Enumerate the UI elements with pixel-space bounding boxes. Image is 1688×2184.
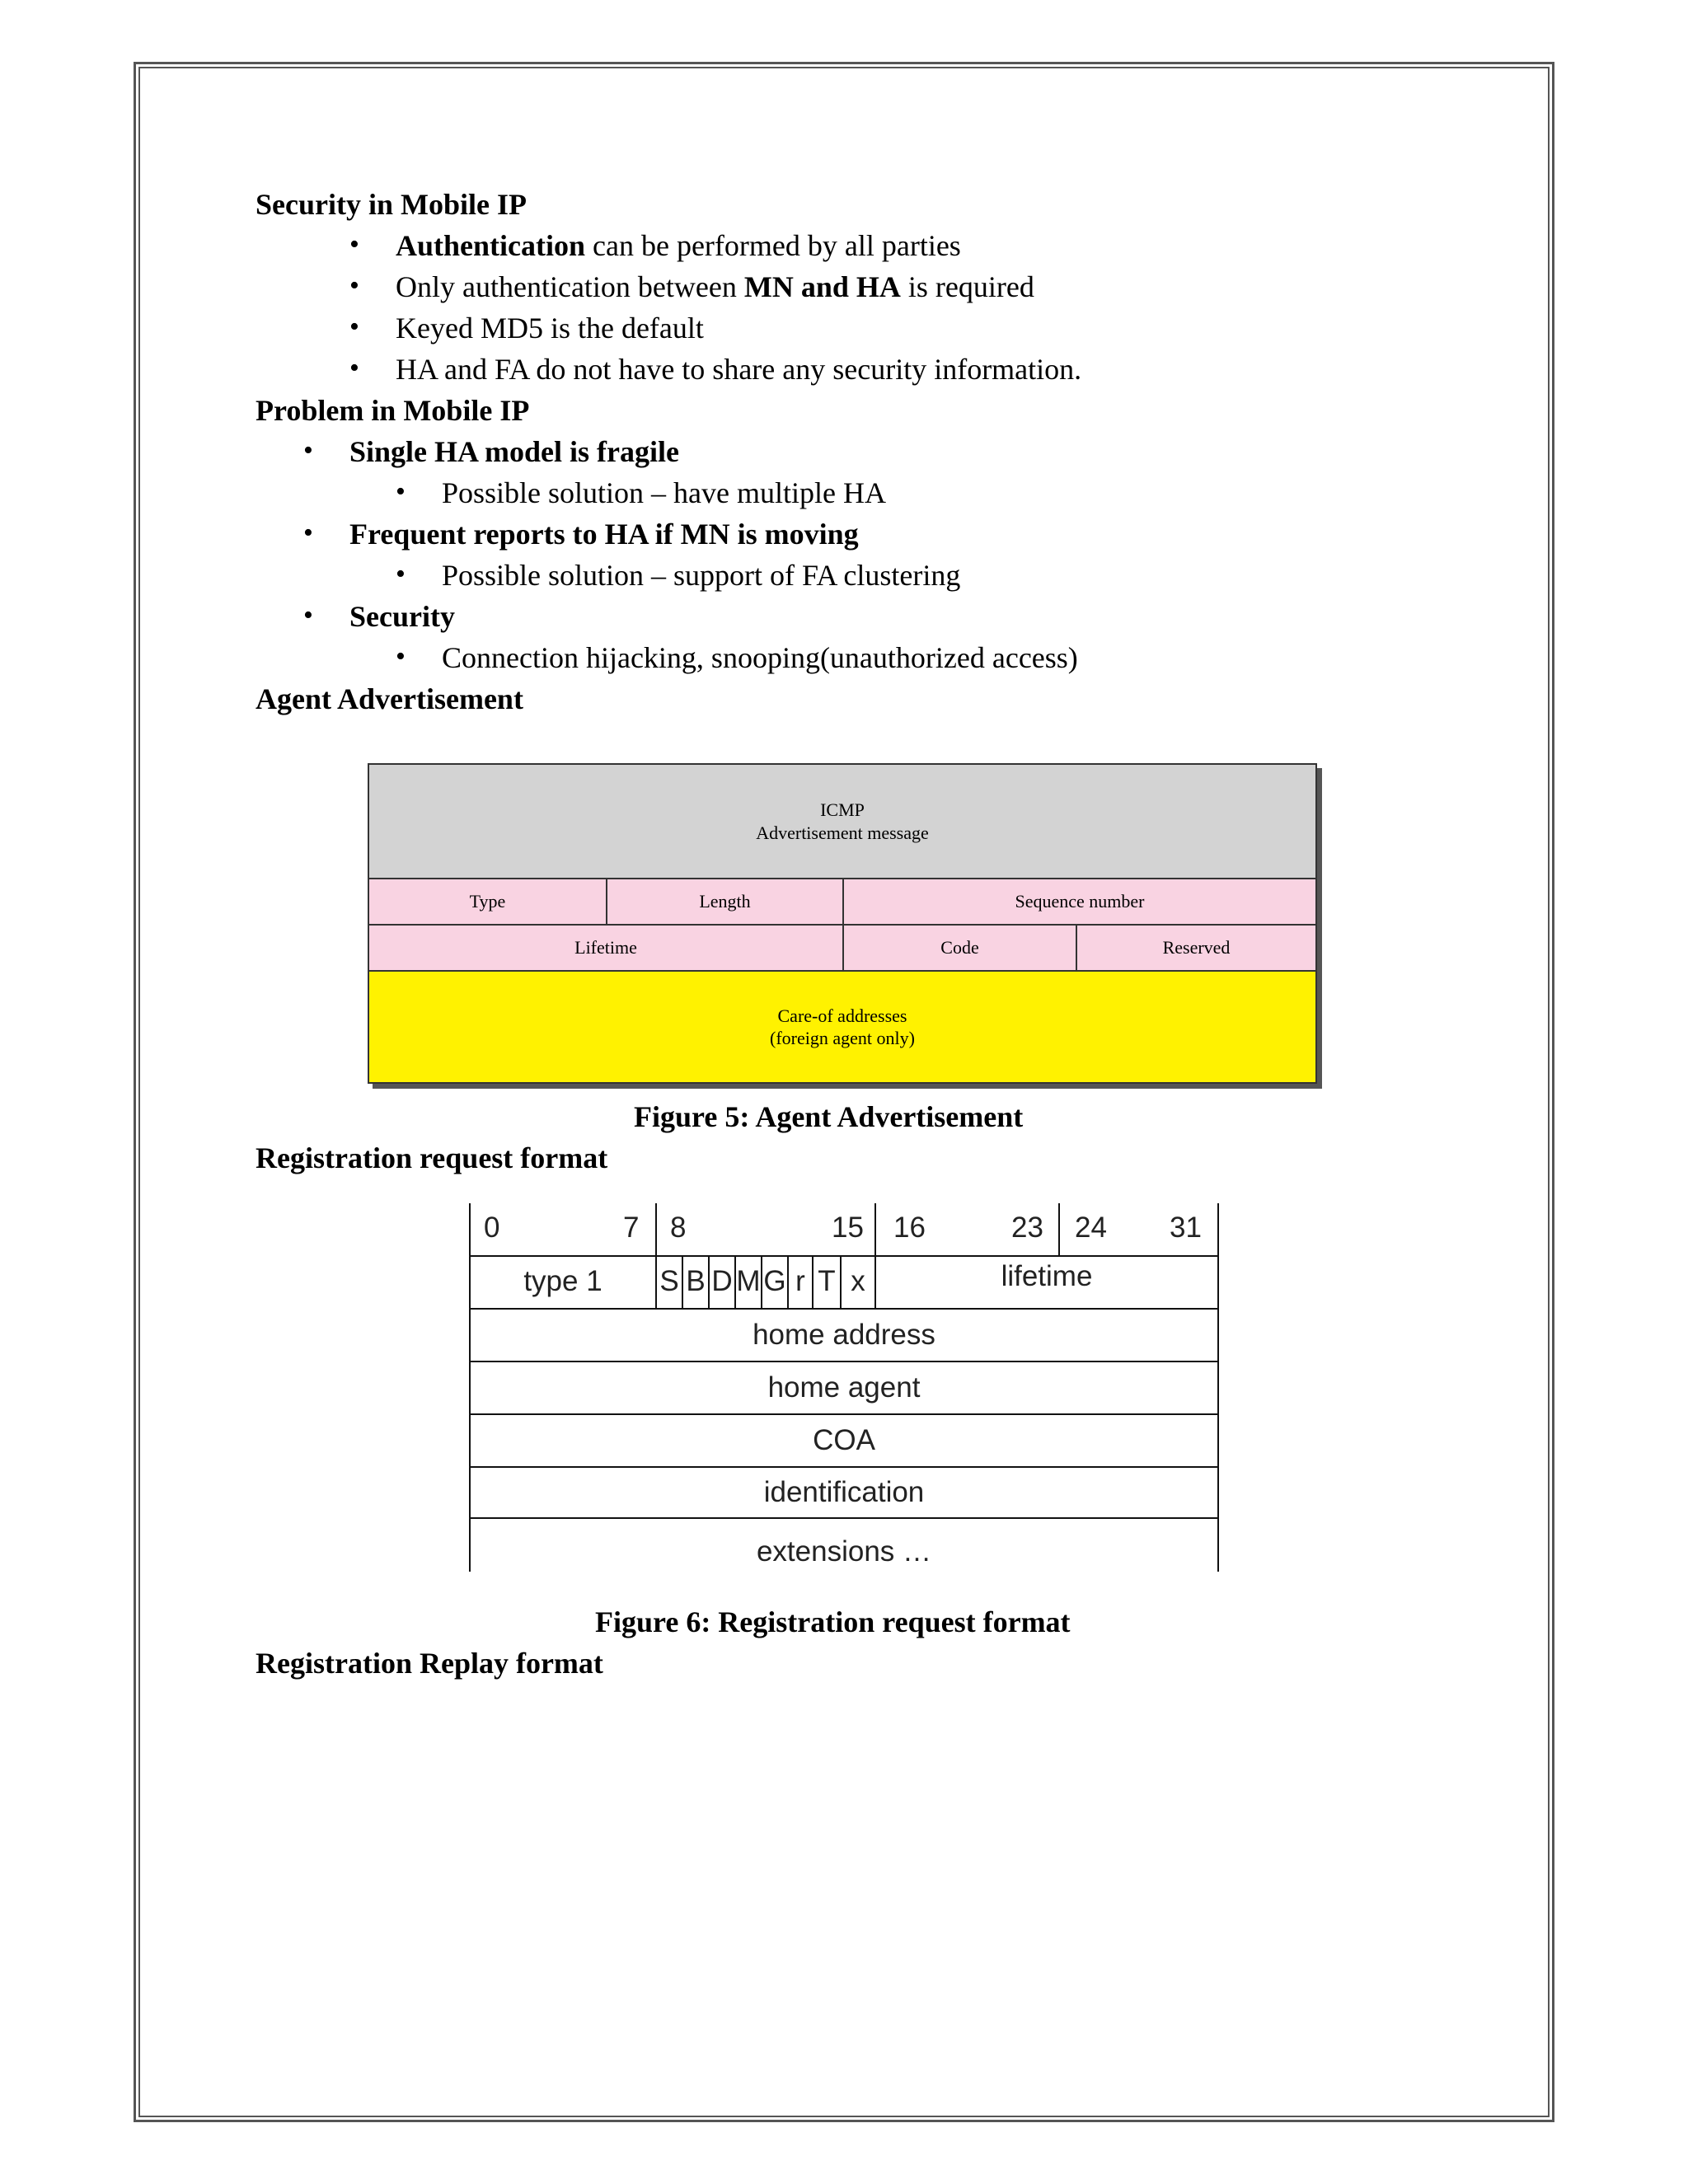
bit-divider xyxy=(655,1203,657,1255)
security-item-1: Authentication can be performed by all parties xyxy=(396,229,961,262)
problem-item-2: Frequent reports to HA if MN is moving xyxy=(349,518,859,551)
figure5-caption: Figure 5: Agent Advertisement xyxy=(634,1100,1024,1133)
security-item-4: HA and FA do not have to share any security information. xyxy=(396,353,1082,386)
home-agent-row: home agent xyxy=(469,1361,1219,1413)
flag-d: D xyxy=(708,1255,734,1308)
advertisement-message-label: Advertisement message xyxy=(756,822,929,843)
registration-request-heading: Registration request format xyxy=(256,1141,608,1174)
reserved-cell: Reserved xyxy=(1076,924,1315,970)
bit-24: 24 xyxy=(1075,1212,1107,1244)
lifetime-cell: Lifetime xyxy=(369,924,842,970)
figure5-agent-advertisement-diagram xyxy=(368,763,1317,1084)
bit-8: 8 xyxy=(670,1212,687,1244)
foreign-agent-only-label: (foreign agent only) xyxy=(770,1028,915,1048)
bullet-dot: • xyxy=(349,353,359,383)
bit-16: 16 xyxy=(893,1212,926,1244)
flag-b: B xyxy=(682,1255,708,1308)
bullet-dot: • xyxy=(349,270,359,301)
bit-31: 31 xyxy=(1170,1212,1202,1244)
flag-x: x xyxy=(840,1255,874,1308)
identification-row: identification xyxy=(469,1466,1219,1519)
sequence-number-cell: Sequence number xyxy=(842,878,1315,924)
flag-s: S xyxy=(655,1255,682,1308)
figure6-registration-request-diagram xyxy=(469,1203,1219,1574)
bit-0: 0 xyxy=(484,1212,500,1244)
registration-replay-heading: Registration Replay format xyxy=(256,1647,603,1680)
bit-divider xyxy=(1217,1203,1219,1255)
security-heading: Security in Mobile IP xyxy=(256,188,527,221)
bullet-dot: • xyxy=(303,518,313,548)
bit-23: 23 xyxy=(1011,1212,1043,1244)
security-item-2: Only authentication between MN and HA is required xyxy=(396,270,1034,303)
bit-divider xyxy=(469,1203,471,1255)
coa-row: COA xyxy=(469,1413,1219,1466)
bit-divider xyxy=(874,1203,876,1255)
bullet-dot: • xyxy=(349,312,359,342)
problem-heading: Problem in Mobile IP xyxy=(256,394,530,427)
problem-sub-3: Connection hijacking, snooping(unauthorized access) xyxy=(442,641,1078,674)
agent-advertisement-heading: Agent Advertisement xyxy=(256,682,523,715)
flag-r: r xyxy=(787,1255,812,1308)
bullet-dot: • xyxy=(396,641,406,672)
bit-15: 15 xyxy=(832,1212,864,1244)
figure6-caption: Figure 6: Registration request format xyxy=(595,1605,1071,1638)
icmp-header-cell xyxy=(369,765,1315,878)
length-cell: Length xyxy=(606,878,842,924)
type-field: type 1 xyxy=(523,1265,603,1297)
bullet-dot: • xyxy=(396,476,406,507)
flag-t: T xyxy=(812,1255,840,1308)
problem-sub-2: Possible solution – support of FA clustering xyxy=(442,559,961,592)
bullet-dot: • xyxy=(349,229,359,260)
icmp-label: ICMP xyxy=(820,799,865,820)
bullet-dot: • xyxy=(303,600,313,630)
problem-item-3: Security xyxy=(349,600,455,633)
bullet-dot: • xyxy=(303,435,313,466)
type-cell: Type xyxy=(369,878,606,924)
problem-sub-1: Possible solution – have multiple HA xyxy=(442,476,886,509)
bit-divider xyxy=(1058,1203,1060,1255)
care-of-addresses-label: Care-of addresses xyxy=(777,1005,907,1026)
home-address-row: home address xyxy=(469,1308,1219,1361)
lifetime-field: lifetime xyxy=(874,1255,1217,1308)
bullet-dot: • xyxy=(396,559,406,589)
problem-item-1: Single HA model is fragile xyxy=(349,435,679,468)
code-cell: Code xyxy=(842,924,1076,970)
flag-m: M xyxy=(734,1255,761,1308)
flag-g: G xyxy=(761,1255,787,1308)
bit-7: 7 xyxy=(623,1212,640,1244)
care-of-addresses-cell xyxy=(369,970,1315,1082)
security-item-3: Keyed MD5 is the default xyxy=(396,312,704,344)
extensions-row: extensions … xyxy=(469,1519,1219,1572)
